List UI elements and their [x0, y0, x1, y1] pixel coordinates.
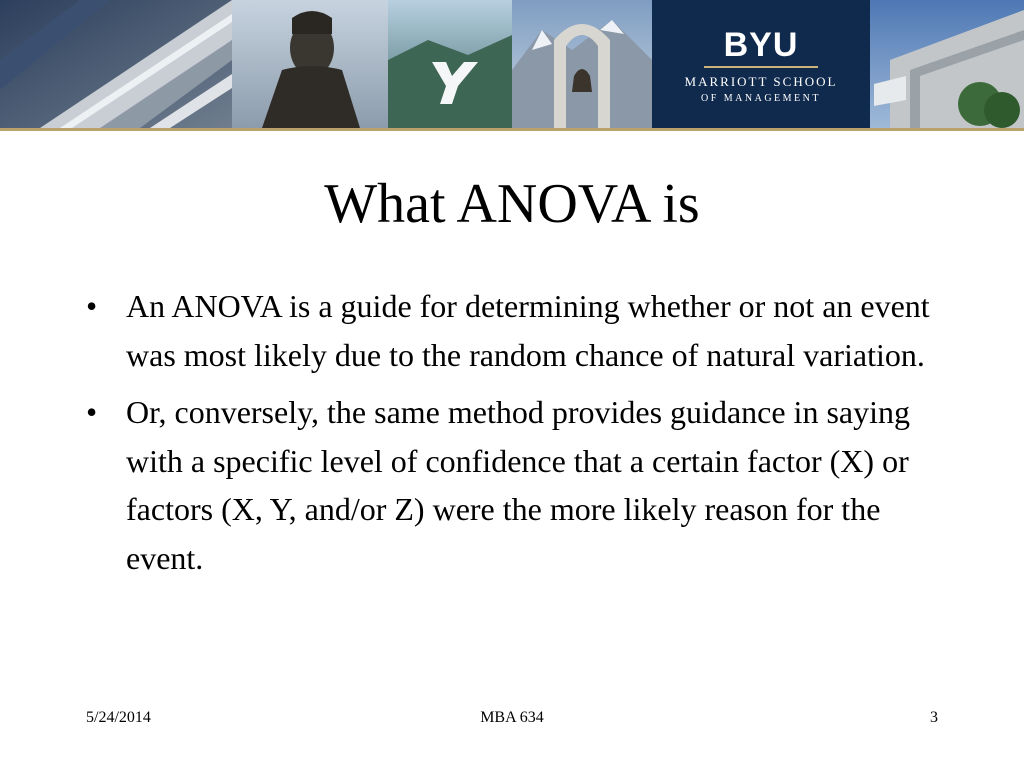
logo-wordmark: BYU [723, 26, 799, 64]
logo-divider [704, 66, 818, 68]
bullet-list [86, 282, 931, 591]
byu-marriott-logo [652, 0, 870, 128]
footer-date: 5/24/2014 [86, 709, 151, 726]
banner-photo-modern-building [870, 0, 1024, 128]
banner-photo-statue [232, 0, 388, 128]
logo-school-subtitle: OF MANAGEMENT [701, 93, 821, 104]
bullet-text: Or, conversely, the same method provides guidance in saying with a specific level of confidence that a certain factor (X) or factors (X, Y, and/or Z) were the more likely reason for the event. [126, 394, 910, 576]
bullet-marker: • [86, 288, 98, 324]
footer-page-number: 3 [930, 709, 938, 726]
banner-photo-bell-tower [512, 0, 652, 128]
slide-title: What ANOVA is [324, 173, 700, 235]
bullet-item [86, 388, 931, 582]
banner-gold-rule [0, 128, 1024, 131]
header-banner [0, 0, 1024, 128]
bullet-marker: • [86, 394, 98, 430]
bullet-item [86, 282, 931, 379]
bullet-text: An ANOVA is a guide for determining whether or not an event was most likely due to the random chance of natural variation. [126, 288, 930, 373]
logo-school-name: MARRIOTT SCHOOL [684, 74, 838, 89]
banner-photo-mountain-y [388, 0, 512, 128]
footer-course: MBA 634 [480, 709, 544, 726]
banner-photo-building [0, 0, 232, 128]
